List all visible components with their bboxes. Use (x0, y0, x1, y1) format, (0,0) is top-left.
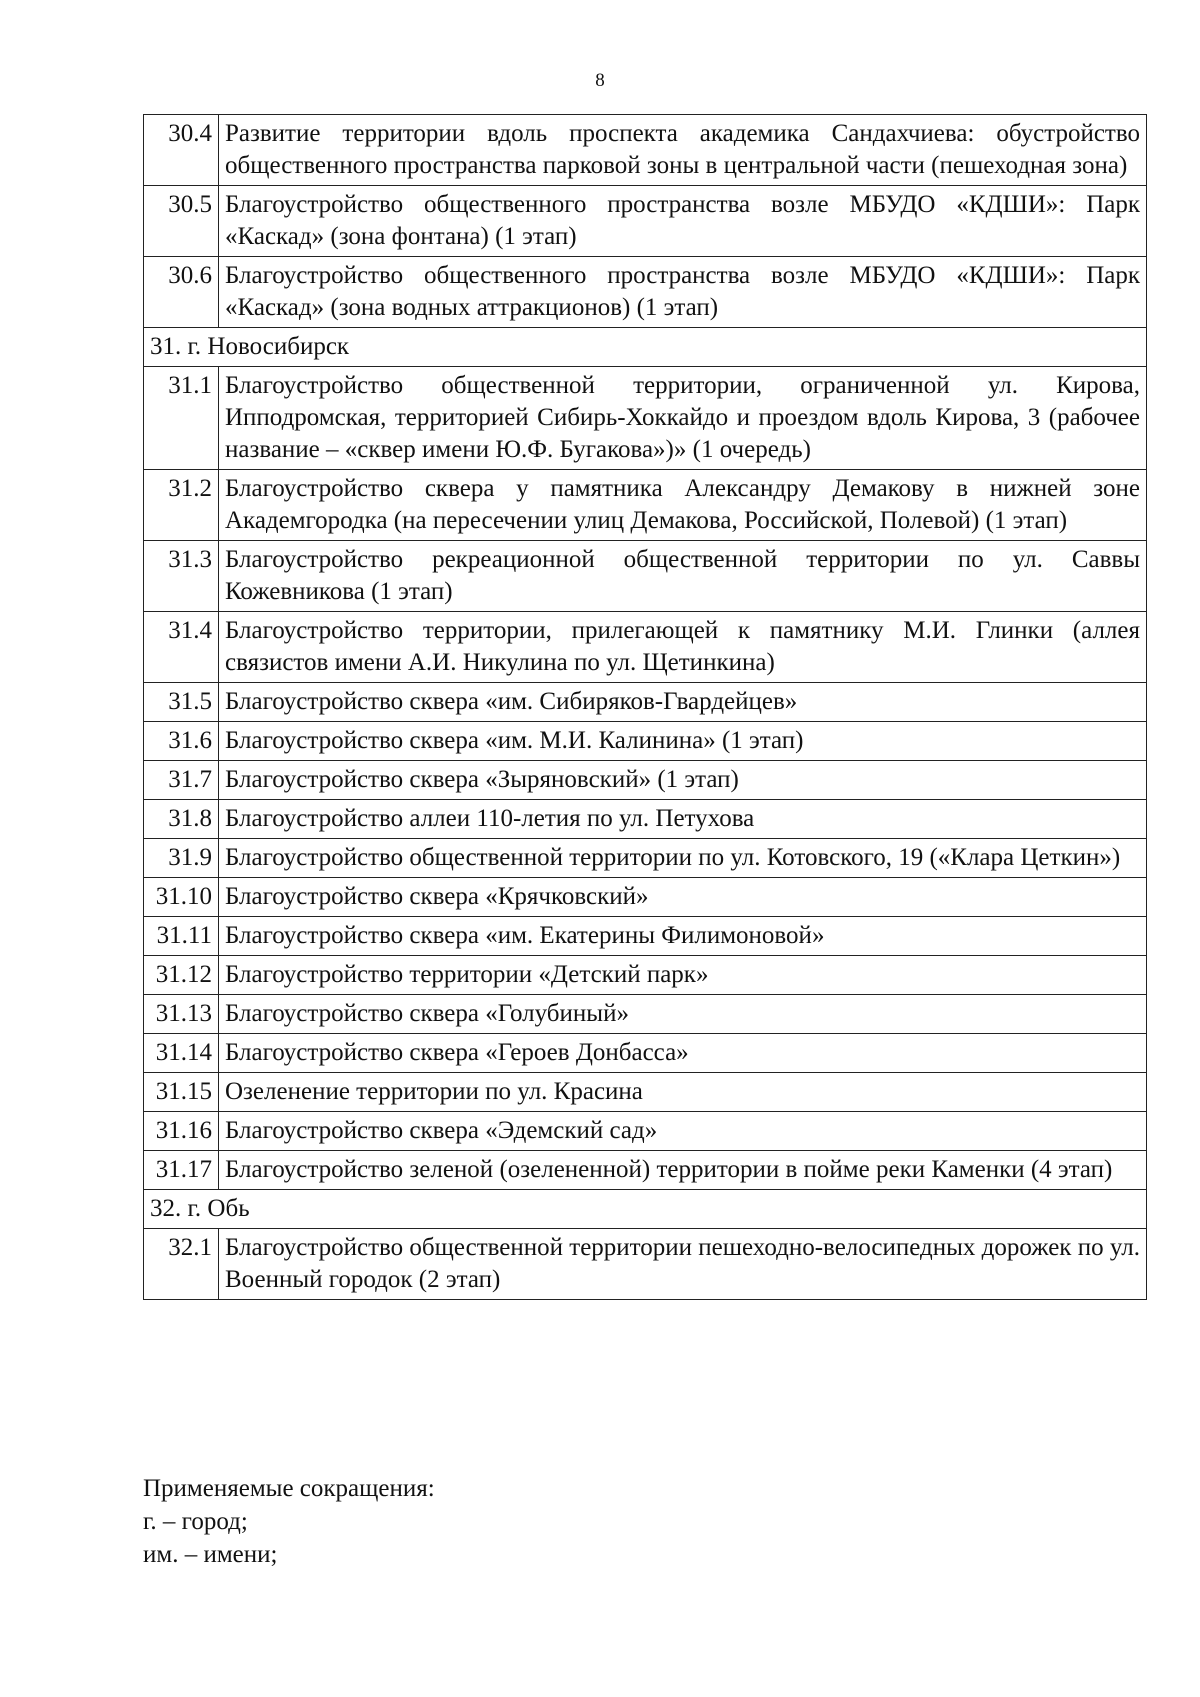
projects-table (143, 114, 1147, 1300)
item-description: Благоустройство аллеи 110-летия по ул. Петухова (219, 800, 1147, 839)
item-number: 31.15 (144, 1073, 219, 1112)
table-row (144, 1112, 1147, 1151)
table-row (144, 683, 1147, 722)
item-number: 31.9 (144, 839, 219, 878)
table-row (144, 917, 1147, 956)
item-number: 31.11 (144, 917, 219, 956)
item-number: 31.8 (144, 800, 219, 839)
item-description: Развитие территории вдоль проспекта академика Сандахчиева: обустройство общественного пространства парковой зоны в центральной части (пешеходная зона) (219, 115, 1147, 186)
item-description: Благоустройство сквера «Эдемский сад» (219, 1112, 1147, 1151)
page-number: 8 (595, 70, 605, 91)
item-number: 31.10 (144, 878, 219, 917)
abbreviations-block (143, 1472, 435, 1571)
item-description: Благоустройство общественной территории, ограниченной ул. Кирова, Ипподромская, территорией Сибирь-Хоккайдо и проездом вдоль Кирова, 3 (рабочее название – «сквер имени Ю.Ф. Бугакова»)» (1 очередь) (219, 367, 1147, 470)
item-description: Благоустройство сквера «им. Екатерины Филимоновой» (219, 917, 1147, 956)
item-description: Благоустройство рекреационной общественной территории по ул. Саввы Кожевникова (1 этап) (219, 541, 1147, 612)
table-row (144, 761, 1147, 800)
table-row (144, 115, 1147, 186)
table-row (144, 722, 1147, 761)
item-number: 31.6 (144, 722, 219, 761)
item-description: Благоустройство общественной территории пешеходно-велосипедных дорожек по ул. Военный городок (2 этап) (219, 1229, 1147, 1300)
item-description: Благоустройство общественной территории по ул. Котовского, 19 («Клара Цеткин») (219, 839, 1147, 878)
item-number: 31.17 (144, 1151, 219, 1190)
item-number: 31.4 (144, 612, 219, 683)
item-description: Благоустройство территории «Детский парк» (219, 956, 1147, 995)
item-number: 30.4 (144, 115, 219, 186)
item-description: Благоустройство сквера «Голубиный» (219, 995, 1147, 1034)
section-row (144, 1190, 1147, 1229)
item-description: Благоустройство сквера «Крячковский» (219, 878, 1147, 917)
table-row (144, 1229, 1147, 1300)
item-description: Озеленение территории по ул. Красина (219, 1073, 1147, 1112)
table-row (144, 878, 1147, 917)
item-number: 30.5 (144, 186, 219, 257)
table-row (144, 956, 1147, 995)
table-row (144, 1034, 1147, 1073)
item-description: Благоустройство зеленой (озелененной) территории в пойме реки Каменки (4 этап) (219, 1151, 1147, 1190)
item-description: Благоустройство сквера у памятника Александру Демакову в нижней зоне Академгородка (на пересечении улиц Демакова, Российской, Полевой) (1 этап) (219, 470, 1147, 541)
abbreviation-item: г. – город; (143, 1508, 248, 1535)
item-number: 31.13 (144, 995, 219, 1034)
abbreviation-item: им. – имени; (143, 1541, 278, 1568)
section-heading: 32. г. Обь (144, 1190, 1147, 1229)
table-row (144, 839, 1147, 878)
table-row (144, 186, 1147, 257)
item-number: 31.1 (144, 367, 219, 470)
item-description: Благоустройство сквера «им. Сибиряков-Гвардейцев» (219, 683, 1147, 722)
table-row (144, 995, 1147, 1034)
table-row (144, 541, 1147, 612)
table-row (144, 800, 1147, 839)
projects-table-body (144, 115, 1147, 1300)
section-heading: 31. г. Новосибирск (144, 328, 1147, 367)
item-number: 32.1 (144, 1229, 219, 1300)
item-description: Благоустройство территории, прилегающей к памятнику М.И. Глинки (аллея связистов имени А.И. Никулина по ул. Щетинкина) (219, 612, 1147, 683)
item-number: 31.12 (144, 956, 219, 995)
table-row (144, 1151, 1147, 1190)
item-description: Благоустройство общественного пространства возле МБУДО «КДШИ»: Парк «Каскад» (зона водных аттракционов) (1 этап) (219, 257, 1147, 328)
table-row (144, 470, 1147, 541)
item-number: 31.2 (144, 470, 219, 541)
item-number: 31.16 (144, 1112, 219, 1151)
abbreviations-title: Применяемые сокращения: (143, 1475, 435, 1502)
item-number: 31.3 (144, 541, 219, 612)
table-row (144, 257, 1147, 328)
item-description: Благоустройство сквера «им. М.И. Калинина» (1 этап) (219, 722, 1147, 761)
section-row (144, 328, 1147, 367)
item-description: Благоустройство сквера «Героев Донбасса» (219, 1034, 1147, 1073)
item-description: Благоустройство сквера «Зыряновский» (1 этап) (219, 761, 1147, 800)
item-number: 31.5 (144, 683, 219, 722)
table-row (144, 612, 1147, 683)
table-row (144, 1073, 1147, 1112)
item-description: Благоустройство общественного пространства возле МБУДО «КДШИ»: Парк «Каскад» (зона фонтана) (1 этап) (219, 186, 1147, 257)
item-number: 30.6 (144, 257, 219, 328)
table-row (144, 367, 1147, 470)
item-number: 31.7 (144, 761, 219, 800)
item-number: 31.14 (144, 1034, 219, 1073)
